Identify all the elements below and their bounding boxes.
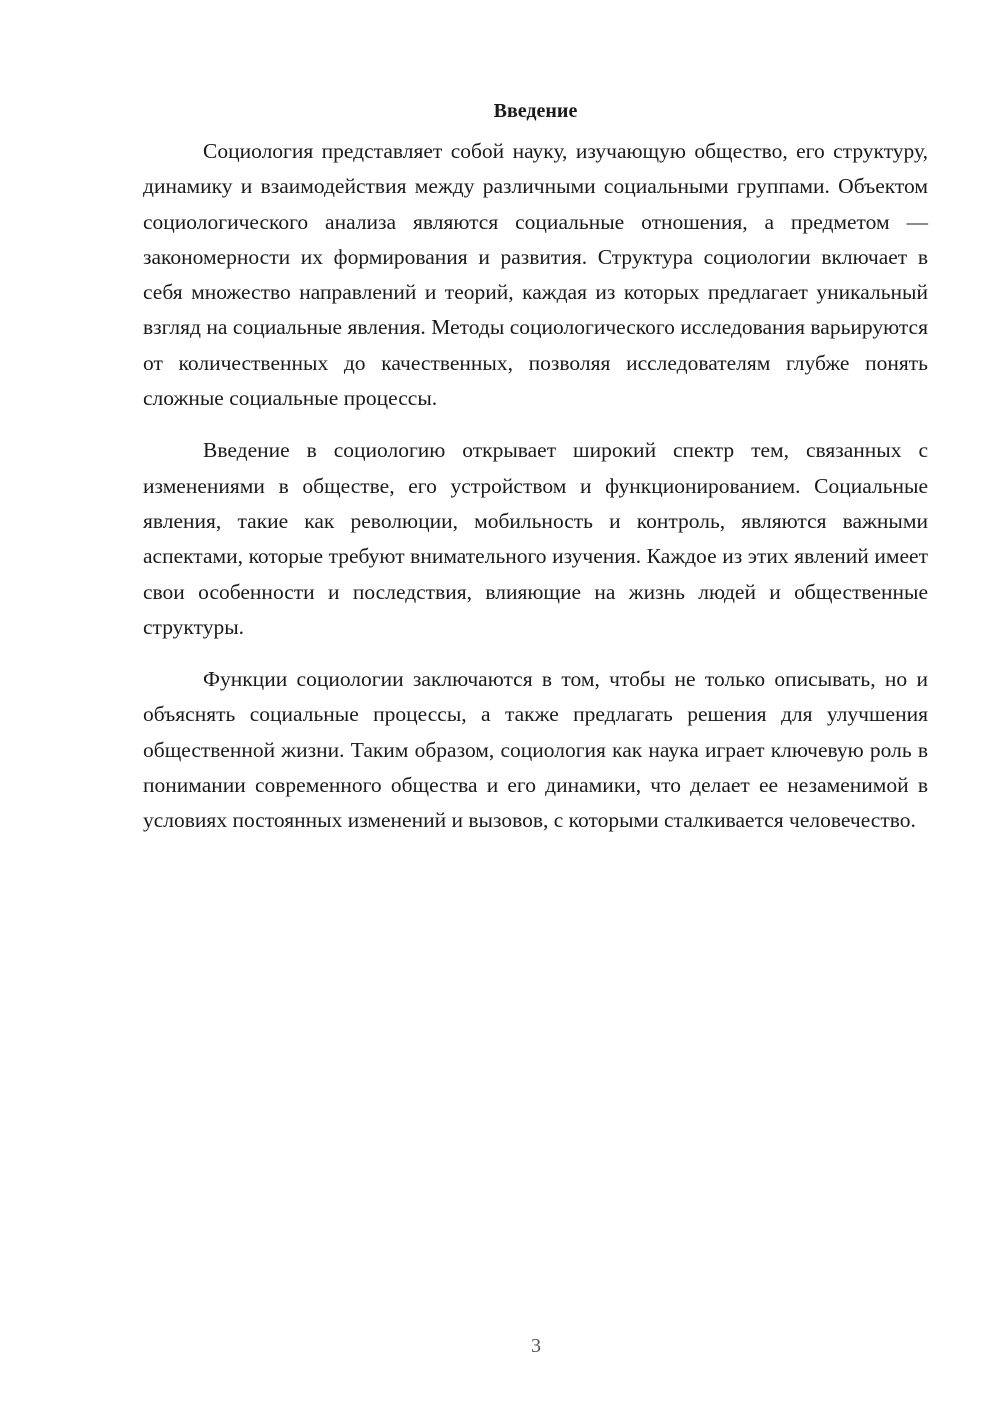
page-content xyxy=(143,96,928,856)
paragraph-1: Социология представляет собой науку, изучающую общество, его структуру, динамику и взаимодействия между различными социальными группами. Объектом социологического анализа являются социальные отношения, а предметом — закономерности их формирования и развития. Структура социологии включает в себя множество направлений и теорий, каждая из которых предлагает уникальный взгляд на социальные явления. Методы социологического исследования варьируются от количественных до качественных, позволяя исследователям глубже понять сложные социальные процессы. xyxy=(143,139,928,411)
section-heading: Введение xyxy=(493,100,578,122)
paragraph-3: Функции социологии заключаются в том, чтобы не только описывать, но и объяснять социальные процессы, а также предлагать решения для улучшения общественной жизни. Таким образом, социология как наука играет ключевую роль в понимании современного общества и его динамики, что делает ее незаменимой в условиях постоянных изменений и вызовов, с которыми сталкивается человечество. xyxy=(143,667,928,833)
paragraph-2: Введение в социологию открывает широкий спектр тем, связанных с изменениями в обществе, его устройством и функционированием. Социальные явления, такие как революции, мобильность и контроль, являются важными аспектами, которые требуют внимательного изучения. Каждое из этих явлений имеет свои особенности и последствия, влияющие на жизнь людей и общественные структуры. xyxy=(143,438,928,639)
page-number: 3 xyxy=(531,1335,541,1357)
